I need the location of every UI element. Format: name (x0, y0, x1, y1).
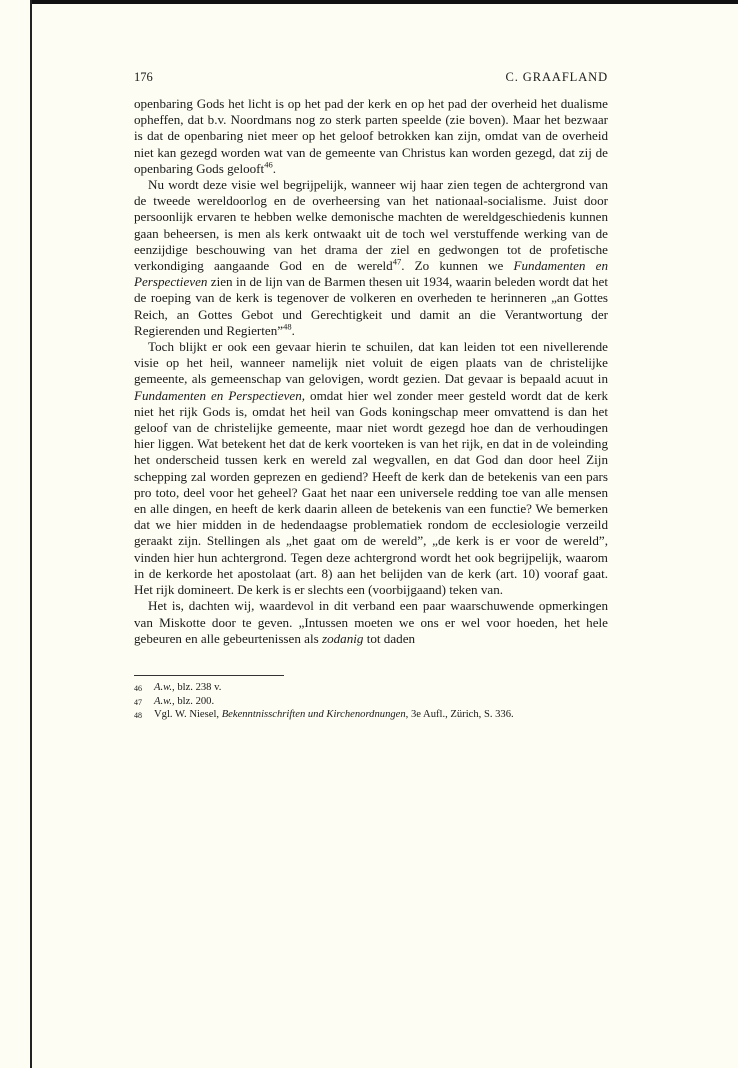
text-run: Het is, dachten wij, waardevol in dit verband een paar waarschuwende opmerkingen van Miskotte door te geven. „Intussen moeten we ons er wel voor hoeden, het hele gebeuren en alle gebeurtenissen als (134, 598, 608, 646)
footnote-reference: 47 (392, 256, 402, 267)
text-run: Toch blijkt er ook een gevaar hierin te schuilen, dat kan leiden tot een nivellerende visie op het heil, wanneer namelijk niet voluit de eigen plaats van de christelijke gemeente, als gemeenschap van gelovigen, wordt gezien. Dat gevaar is bepaald acuut in (134, 339, 608, 387)
footnote-rule (134, 675, 284, 676)
footnote-text (154, 696, 608, 710)
italic-text: Bekenntnisschriften und Kirchenordnungen, (221, 709, 409, 721)
text-run: . Zo kunnen we (401, 258, 514, 274)
footnote-number: 48 (134, 711, 142, 721)
footnote (134, 682, 608, 696)
text-run: zien in de lijn van de Barmen thesen uit 1934, waarin beleden wordt dat het de roeping van de kerk is tegenover de volkeren en overheden te herinneren „an Gottes Reich, an Gottes Gebot und Gerechtigkeit und damit an die Verantwortung der Regierenden und Regierten” (134, 274, 608, 338)
body-text (134, 96, 608, 647)
footnote-number: 47 (134, 697, 142, 707)
footnote-text (154, 709, 608, 723)
scan-edge-top (30, 0, 738, 4)
footnote-reference: 48 (283, 321, 292, 332)
page-number: 176 (134, 70, 153, 84)
paragraph (134, 177, 608, 339)
scan-edge-left (30, 0, 32, 1068)
text-run: . (291, 322, 295, 338)
italic-text: A.w., (154, 695, 175, 707)
running-head (134, 70, 608, 92)
text-run: Vgl. W. Niesel, (154, 709, 222, 721)
footnote (134, 709, 608, 723)
text-run: . (272, 160, 276, 176)
footnotes (134, 682, 608, 723)
footnote-number: 46 (134, 683, 142, 693)
text-run: blz. 238 v. (174, 681, 222, 693)
text-run: 3e Aufl., Zürich, S. 336. (408, 709, 514, 721)
text-run: omdat hier wel zonder meer gesteld wordt dat de kerk niet het rijk Gods is, omdat het heil van Gods koningschap meer omvattend is dan het geloof van de christelijke gemeente, maar niet wordt gezegd hoe dan de verhoudingen hier liggen. Wat betekent het dat de kerk voorteken is van het rijk, en dat in de voleinding het onderscheid tussen kerk en wereld zal wegvallen, en dat God dan door heel Zijn schepping zal worden geprezen en gediend? Heeft de kerk dan de betekenis van een pars pro toto, deel voor het geheel? Gaat het naar een universele redding toe van alle mensen en alle dingen, en heeft de kerk daarin alleen de betekenis van een functie? We bemerken dat we hier midden in de hedendaagse problematiek rondom de ecclesiologie verzeild geraakt zijn. Stellingen als „het gaat om de wereld”, „de kerk is er voor de wereld”, vinden hier hun achtergrond. Tegen deze achtergrond wordt het ook begrijpelijk, waarom in de kerkorde het apostolaat (art. 8) aan het belijden van de kerk (art. 10) vooraf gaat. Het rijk domineert. De kerk is er slechts een (voorbijgaand) teken van. (134, 387, 608, 598)
paragraph (134, 96, 608, 177)
text-run: openbaring Gods het licht is op het pad der kerk en op het pad der overheid het dualisme opheffen, dat b.v. Noordmans nog zo sterk parten speelde (zie boven). Maar het bezwaar is dat de openbaring niet meer op het geloof betrokken kan zijn, omdat van de overheid niet kan gezegd worden wat van de gemeente van Christus kan worden gezegd, dat zij de openbaring Gods gelooft (134, 96, 608, 176)
footnote-reference: 46 (264, 159, 273, 170)
text-run: tot daden (363, 630, 416, 646)
paragraph (134, 339, 608, 598)
text-run: Nu wordt deze visie wel begrijpelijk, wanneer wij haar zien tegen de achtergrond van de tweede wereldoorlog en de overheersing van het nationaal-socialisme. Juist door persoonlijk ervaren te hebben welke demonische machten de wereldgeschiedenis kunnen gaan beheersen, is men als kerk ontwaakt uit de toch wel verstuffende werking van de eenzijdige beschouwing van het drama der ziel en gedwongen tot de profetische verkondiging aangaande God en de wereld (134, 177, 608, 274)
footnote (134, 696, 608, 710)
book-page (134, 70, 608, 723)
italic-text: A.w., (154, 681, 175, 693)
running-head-author: C. GRAAFLAND (505, 70, 608, 84)
italic-text: Fundamenten en Perspectieven, (134, 387, 306, 403)
paragraph (134, 598, 608, 647)
italic-text: zodanig (321, 630, 364, 646)
footnote-text (154, 682, 608, 696)
text-run: blz. 200. (174, 695, 215, 707)
italic-text: Fundamenten en Perspectieven (134, 258, 608, 290)
